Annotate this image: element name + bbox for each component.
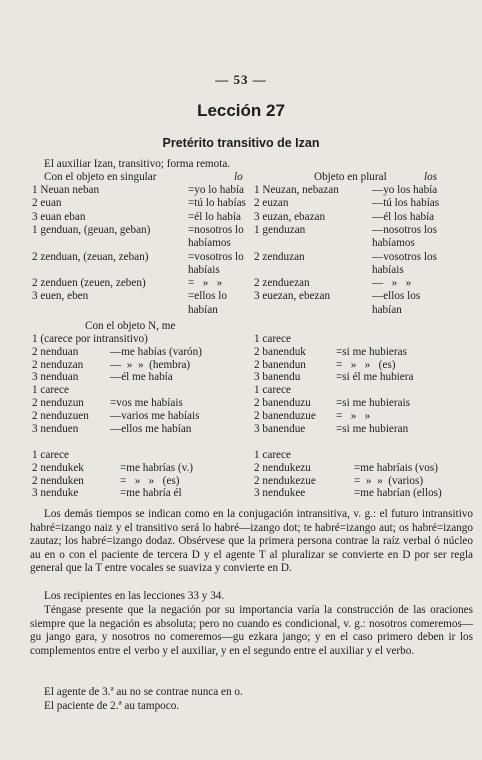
table2.right-meaning: =si me hubieras (336, 345, 407, 358)
table1.right-form: 2 zenduzan (254, 250, 305, 263)
plural-header: Objeto en plural (314, 171, 387, 183)
table2.right-meaning: = » » (336, 409, 371, 422)
table2.right-form: 2 banendun (254, 358, 306, 371)
table1.left-meaning: = » » (188, 277, 223, 290)
lesson-subtitle: Pretérito transitivo de Izan (162, 136, 320, 150)
table3.right-meaning: =me habrían (ellos) (354, 487, 442, 500)
table3.right-meaning: = » » (varios) (354, 474, 424, 487)
table1.left-form: 2 euan (32, 197, 62, 210)
table3.right-meaning: =me habríais (vos) (354, 461, 438, 474)
table1.left-meaning: habíamos (188, 237, 231, 250)
lesson-title: Lección 27 (197, 101, 285, 120)
table1.left-form: 2 zenduan, (zeuan, zeban) (32, 250, 149, 263)
table1.left-meaning: habían (188, 303, 218, 316)
table2.left-form: 3 nenduan (32, 371, 79, 384)
table1.left-form: 1 Neuan neban (32, 184, 100, 196)
table3.left-form: 1 carece (32, 449, 69, 461)
paragraph-1: Los demás tiempos se indican como en la conjugación intransitiva, v. g.: el futuro intransitivo habré=izango naiz y el transitivo será lo habré—izango dot; te habré=izango aut; os habré=izango zautaz; los habré=izango dodaz. Obsérvese que la primera persona contrae la raíz verbal ó núcleo au en o con el paciente de tercera D y el agente T al pluralizar se convierte en D por ser regla general que la T entre vocales se suaviza y convierte en D. (30, 508, 473, 575)
table1.right-meaning: —yo los había (372, 184, 438, 196)
table1.right-meaning: — » » (372, 277, 412, 290)
table1.right-meaning: —nosotros los (372, 223, 437, 236)
table2.left-form: 1 carece (32, 384, 69, 397)
table2.left-meaning: —él me había (110, 371, 173, 384)
table1.left-meaning: =nosotros lo (188, 223, 244, 236)
table1.left-form: 2 zenduen (zeuen, zeben) (32, 277, 146, 290)
table2.left-meaning: —me habías (varón) (110, 345, 202, 358)
table1.right-form: 2 zenduezan (254, 277, 310, 290)
table1.right-meaning: —tú los habías (372, 197, 440, 210)
table3.right-form: 2 nendukezue (254, 474, 316, 487)
table2.left-form: 2 nenduzuen (32, 409, 89, 422)
table2.right-form: 1 carece (254, 333, 291, 345)
table1.right-meaning: habíamos (372, 237, 415, 250)
table3.right-form: 2 nendukezu (254, 461, 311, 474)
page-number: — 53 — (215, 72, 267, 87)
table3.right-form: 1 carece (254, 449, 291, 461)
table2.left-meaning: —varios me habíais (110, 409, 200, 422)
table1.right-meaning: habían (372, 303, 402, 316)
table2.left-form: 2 nenduan (32, 345, 79, 358)
table2.left-meaning: — » » (hembra) (110, 358, 191, 371)
table3.left-form: 2 nendukek (32, 461, 84, 474)
table1.right-meaning: —vosotros los (372, 250, 437, 263)
table2.right-form: 3 banendu (254, 371, 301, 384)
paragraph-3: Téngase presente que la negación por su importancia varía la construcción de las oraciones siempre que la negación es absoluta; pero no cuando es condicional, v. g.: nosotros comeremos—gu jango gara, y nosotros no comeremos—gu ezkara jango; y en el caso primero deben ir los complementos entre el verbo y el auxiliar, y en el segundo entre el auxiliar y el verbo. (30, 604, 473, 657)
table1.right-form: 2 euzan (254, 197, 289, 210)
table3.left-form: 2 nenduken (32, 474, 84, 487)
paragraph-5: El paciente de 2.ª au tampoco. (44, 700, 180, 712)
table3.left-form: 3 nenduke (32, 487, 79, 500)
intro-line: El auxiliar Izan, transitivo; forma remota. (44, 158, 231, 170)
table1.right-form: 1 Neuzan, nebazan (254, 184, 339, 196)
plural-object: los (424, 171, 438, 183)
table1.right-form: 1 genduzan (254, 223, 306, 236)
table1.right-form: 3 euezan, ebezan (254, 290, 331, 303)
table2.right-form: 3 banendue (254, 422, 306, 435)
table1.right-form: 3 euzan, ebazan (254, 210, 326, 223)
paragraph-4: El agente de 3.ª au no se contrae nunca en o. (44, 686, 243, 698)
table2-header: Con el objeto N, me (85, 320, 176, 332)
table2.left-form: 2 nenduzan (32, 358, 84, 371)
singular-header: Con el objeto en singular (44, 171, 157, 183)
paragraph-2: Los recipientes en las lecciones 33 y 34. (44, 590, 225, 602)
table1.right-meaning: —él los había (372, 210, 435, 223)
table2.right-form: 2 banenduzue (254, 409, 316, 422)
table2.left-meaning: —ellos me habían (110, 422, 192, 435)
table1.left-meaning: =tú lo habías (188, 197, 246, 210)
table3.left-meaning: =me habría él (120, 487, 182, 500)
table1.right-meaning: —ellos los (372, 290, 421, 303)
table2.right-meaning: =si él me hubiera (336, 371, 414, 384)
table2.right-form: 1 carece (254, 384, 291, 397)
table3.left-meaning: =me habrías (v.) (120, 461, 193, 474)
table2.right-form: 2 banenduk (254, 345, 306, 358)
table2.right-form: 2 banenduzu (254, 397, 311, 409)
table2.left-form: 2 nenduzun (32, 397, 84, 409)
table1.left-form: 3 euen, eben (32, 290, 89, 303)
table1.left-meaning: =ellos lo (188, 290, 227, 303)
table2.right-meaning: =si me hubierais (336, 397, 411, 409)
table2.right-meaning: =si me hubieran (336, 422, 409, 435)
table1.left-form: 1 genduan, (geuan, geban) (32, 223, 151, 236)
table1.right-meaning: habíais (372, 263, 404, 276)
table1.left-meaning: =yo lo había (188, 184, 245, 196)
table2.left-meaning: =vos me habíais (110, 397, 183, 409)
table2.left-form: 1 (carece por intransitivo) (32, 333, 148, 345)
table1.left-meaning: =vosotros lo (188, 250, 244, 263)
table3.left-meaning: = » » (es) (120, 474, 180, 487)
table1.left-meaning: =él lo había (188, 210, 241, 223)
singular-object: lo (234, 171, 243, 183)
table3.right-form: 3 nendukee (254, 487, 306, 500)
table1.left-meaning: habíais (188, 263, 220, 276)
table2.left-form: 3 nenduen (32, 422, 79, 435)
table2.right-meaning: = » » (es) (336, 358, 396, 371)
table1.left-form: 3 euan eban (32, 210, 86, 223)
